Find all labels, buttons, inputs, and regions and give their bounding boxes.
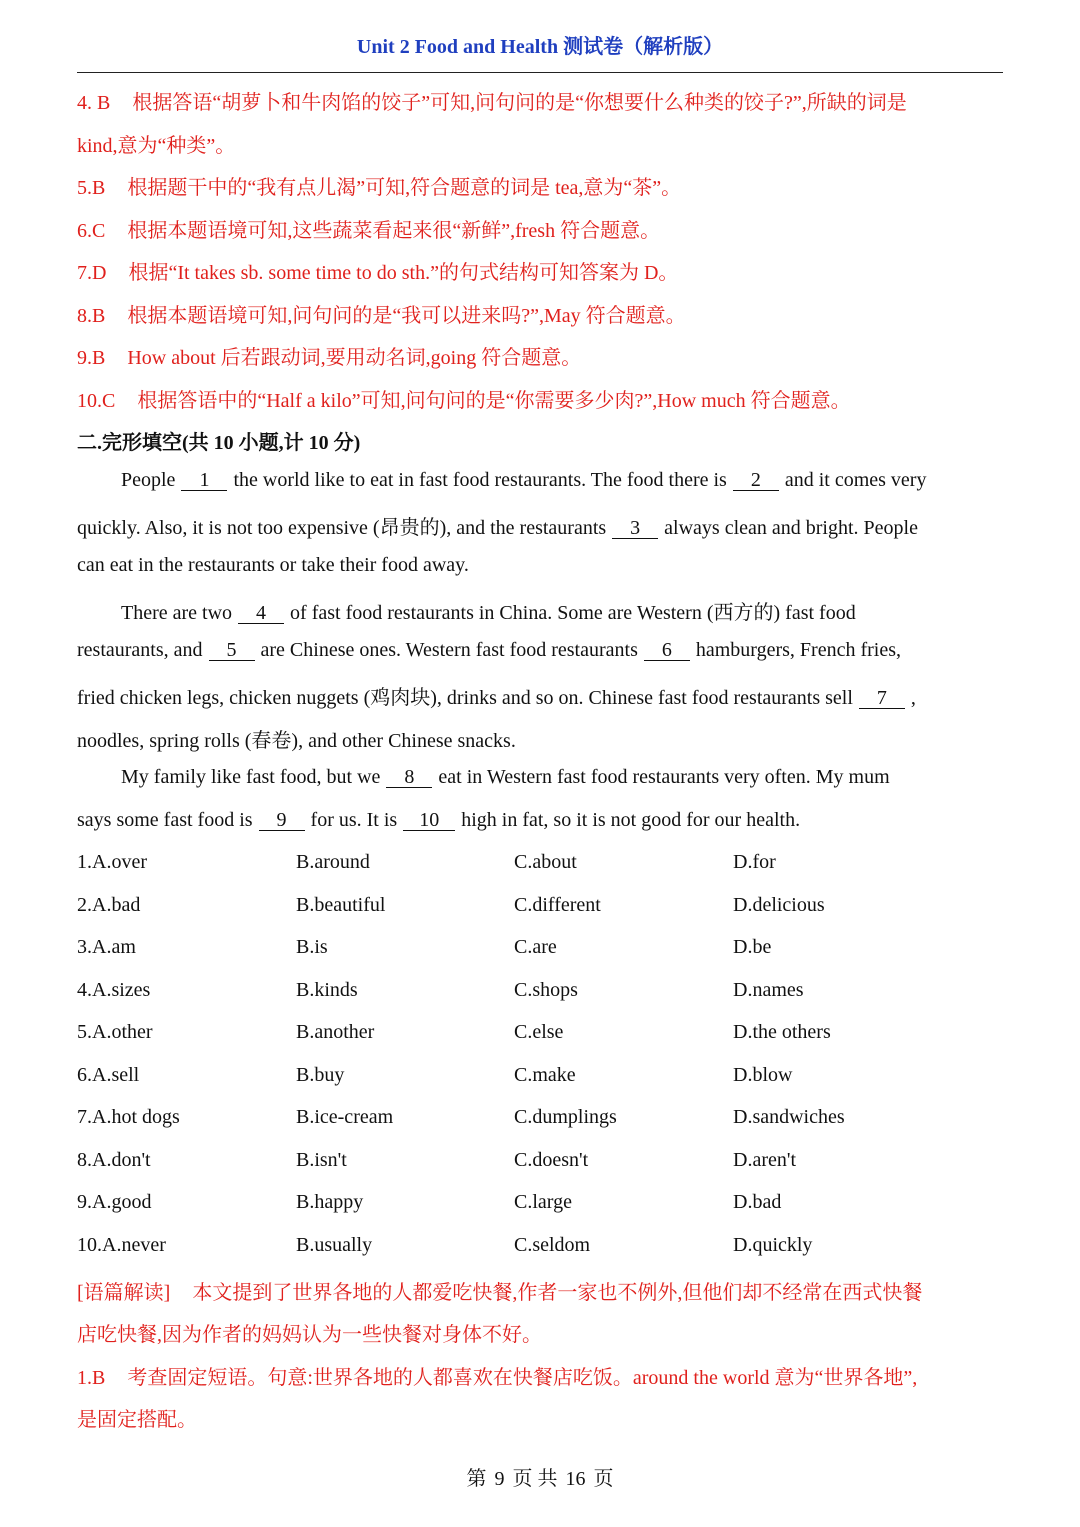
answer-number: 9.B	[77, 347, 106, 369]
passage-line: fried chicken legs, chicken nuggets (鸡肉块), drinks and so on. Chinese fast food restaurants sell 7 ,	[77, 687, 916, 709]
option-d: D.quickly	[733, 1234, 813, 1256]
option-d: D.be	[733, 936, 772, 958]
option-c: C.shops	[514, 979, 578, 1001]
answer-number: 7.D	[77, 262, 107, 284]
answer-text: How about 后若跟动词,要用动名词,going 符合题意。	[127, 347, 582, 369]
option-a: 3.A.am	[77, 936, 136, 958]
passage-line: noodles, spring rolls (春卷), and other Chinese snacks.	[77, 730, 516, 752]
answer-item-1	[77, 1361, 1007, 1390]
option-d: D.the others	[733, 1021, 831, 1043]
passage-line: says some fast food is 9 for us. It is 10 high in fat, so it is not good for our health.	[77, 809, 801, 831]
answer-text: 根据题干中的“我有点儿渴”可知,符合题意的词是 tea,意为“茶”。	[127, 177, 682, 199]
option-c: C.dumplings	[514, 1106, 617, 1128]
passage-line: People 1 the world like to eat in fast food restaurants. The food there is 2 and it comes very	[121, 469, 927, 491]
option-a: 5.A.other	[77, 1021, 153, 1043]
option-b: B.kinds	[296, 979, 358, 1001]
option-a: 9.A.good	[77, 1191, 152, 1213]
blank-6: 6	[644, 640, 690, 661]
option-a: 2.A.bad	[77, 894, 141, 916]
blank-10: 10	[403, 810, 455, 831]
option-b: B.another	[296, 1021, 375, 1043]
option-c: C.seldom	[514, 1234, 591, 1256]
answer-item-7	[77, 256, 1007, 285]
answer-text: 根据本题语境可知,问句问的是“我可以进来吗?”,May 符合题意。	[127, 305, 686, 327]
page-number: 9	[494, 1468, 505, 1490]
option-a: 10.A.never	[77, 1234, 166, 1256]
section-title: 二.完形填空(共 10 小题,计 10 分)	[77, 432, 361, 454]
answer-item-9	[77, 341, 1007, 370]
blank-1: 1	[181, 470, 227, 491]
option-c: C.are	[514, 936, 557, 958]
answer-number: 10.C	[77, 390, 116, 412]
option-d: D.names	[733, 979, 804, 1001]
page-header-title: Unit 2 Food and Health 测试卷（解析版）	[356, 36, 724, 58]
option-b: B.around	[296, 851, 370, 873]
option-d: D.for	[733, 851, 776, 873]
analysis-text: 本文提到了世界各地的人都爱吃快餐,作者一家也不例外,但他们却不经常在西式快餐	[192, 1282, 923, 1304]
blank-9: 9	[259, 810, 305, 831]
option-c: C.different	[514, 894, 601, 916]
answer-text: 考查固定短语。句意:世界各地的人都喜欢在快餐店吃饭。around the world 意为“世界各地”,	[127, 1367, 918, 1389]
answer-text: 根据答语“胡萝卜和牛肉馅的饺子”可知,问句问的是“你想要什么种类的饺子?”,所缺的词是	[132, 92, 907, 114]
option-d: D.delicious	[733, 894, 825, 916]
option-b: B.buy	[296, 1064, 345, 1086]
option-b: B.is	[296, 936, 328, 958]
option-a: 6.A.sell	[77, 1064, 140, 1086]
analysis-paragraph-cont: 店吃快餐,因为作者的妈妈认为一些快餐对身体不好。	[77, 1324, 542, 1346]
answer-item-6	[77, 214, 1007, 243]
option-b: B.beautiful	[296, 894, 386, 916]
option-b: B.isn't	[296, 1149, 347, 1171]
blank-4: 4	[238, 603, 284, 624]
answer-item-10	[77, 384, 1007, 413]
option-d: D.bad	[733, 1191, 782, 1213]
option-c: C.else	[514, 1021, 564, 1043]
option-c: C.large	[514, 1191, 572, 1213]
answer-item-8	[77, 299, 1007, 328]
option-a: 7.A.hot dogs	[77, 1106, 180, 1128]
option-c: C.make	[514, 1064, 576, 1086]
option-c: C.doesn't	[514, 1149, 589, 1171]
blank-8: 8	[386, 767, 432, 788]
answer-number: 6.C	[77, 220, 106, 242]
passage-line: restaurants, and 5 are Chinese ones. Western fast food restaurants 6 hamburgers, French fries,	[77, 639, 901, 661]
blank-3: 3	[612, 518, 658, 539]
answer-item-5	[77, 171, 1007, 200]
option-b: B.happy	[296, 1191, 364, 1213]
answer-item-1-cont: 是固定搭配。	[77, 1409, 197, 1431]
answer-text: 根据答语中的“Half a kilo”可知,问句问的是“你需要多少肉?”,How much 符合题意。	[137, 390, 851, 412]
passage-line: There are two 4 of fast food restaurants in China. Some are Western (西方的) fast food	[121, 602, 856, 624]
option-a: 1.A.over	[77, 851, 147, 873]
answer-text: 根据“It takes sb. some time to do sth.”的句式结构可知答案为 D。	[128, 262, 679, 284]
option-d: D.blow	[733, 1064, 793, 1086]
answer-number: 1.B	[77, 1367, 106, 1389]
analysis-label: [语篇解读]	[77, 1282, 171, 1304]
analysis-paragraph	[77, 1276, 1007, 1305]
option-d: D.aren't	[733, 1149, 797, 1171]
option-b: B.ice-cream	[296, 1106, 394, 1128]
answer-number: 8.B	[77, 305, 106, 327]
option-d: D.sandwiches	[733, 1106, 845, 1128]
answer-item-4-cont: kind,意为“种类”。	[77, 135, 236, 157]
blank-7: 7	[859, 688, 905, 709]
option-c: C.about	[514, 851, 577, 873]
blank-2: 2	[733, 470, 779, 491]
page-total: 16	[565, 1468, 586, 1490]
header-divider	[77, 72, 1003, 73]
passage-line: can eat in the restaurants or take their food away.	[77, 554, 469, 576]
option-a: 4.A.sizes	[77, 979, 151, 1001]
passage-line: My family like fast food, but we 8 eat in Western fast food restaurants very often. My mum	[121, 766, 890, 788]
page-footer: 第 9 页 共 16 页	[466, 1468, 614, 1490]
passage-line: quickly. Also, it is not too expensive (昂贵的), and the restaurants 3 always clean and bright. People	[77, 517, 918, 539]
option-a: 8.A.don't	[77, 1149, 151, 1171]
option-b: B.usually	[296, 1234, 373, 1256]
answer-item-4	[77, 86, 1007, 115]
blank-5: 5	[209, 640, 255, 661]
answer-text: 根据本题语境可知,这些蔬菜看起来很“新鲜”,fresh 符合题意。	[127, 220, 661, 242]
answer-number: 5.B	[77, 177, 106, 199]
answer-number: 4. B	[77, 92, 111, 114]
